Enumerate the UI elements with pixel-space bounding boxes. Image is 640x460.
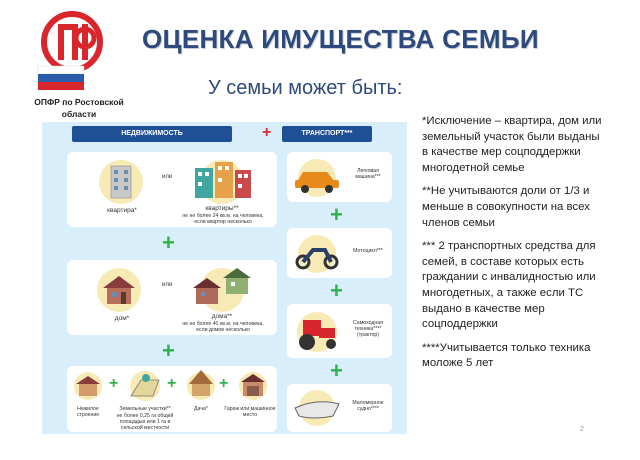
motorcycle-label: Мотоцикл*** bbox=[353, 248, 383, 254]
property-infographic bbox=[42, 122, 407, 434]
land-icon bbox=[125, 368, 165, 402]
land-label: Земельные участки** bbox=[119, 406, 171, 412]
footnote-4: ****Учитывается только техника моложе 5 лет bbox=[422, 341, 591, 370]
houses-note: не не более 40 кв.м. на человека, если домов несколько bbox=[182, 321, 264, 333]
plus-icon: + bbox=[219, 375, 229, 392]
house-label: дом* bbox=[114, 315, 130, 322]
plus-icon: + bbox=[109, 375, 119, 392]
house-card bbox=[67, 260, 277, 335]
boat-icon bbox=[289, 388, 345, 428]
real-estate-header: НЕДВИЖИМОСТЬ bbox=[72, 126, 232, 142]
nonresidential-icon bbox=[71, 370, 105, 400]
other-property-card bbox=[67, 366, 277, 432]
tractor-label: Самоходная техника**** (трактор) bbox=[353, 320, 383, 338]
plus-icon: + bbox=[162, 230, 175, 255]
footnote-3: *** 2 транспортных средства для семей, в составе которых есть граждании с инвалидностью или многодетных, а также если ТС выдано в качестве мер соцподдержки bbox=[422, 240, 596, 331]
garage-icon bbox=[235, 370, 271, 400]
apartments-icon bbox=[187, 156, 257, 204]
page-number: 2 bbox=[580, 426, 584, 433]
motorcycle-card bbox=[287, 228, 392, 278]
car-card bbox=[287, 152, 392, 202]
apartments-label: квартиры** bbox=[205, 205, 239, 212]
footnote-2: **Не учитываются доли от 1/3 и меньше в совокупности на всех членов семьи bbox=[422, 185, 590, 229]
nonresidential-label: Нежилое строение bbox=[76, 406, 100, 418]
tractor-card bbox=[287, 304, 392, 358]
transport-header: ТРАНСПОРТ*** bbox=[282, 126, 372, 142]
car-label: Легковая машина*** bbox=[355, 168, 381, 180]
footnotes bbox=[422, 114, 608, 380]
plus-icon: + bbox=[330, 278, 343, 303]
plus-icon: + bbox=[167, 375, 177, 392]
car-icon bbox=[289, 156, 345, 198]
houses-icon bbox=[187, 262, 257, 312]
motorcycle-icon bbox=[289, 232, 345, 274]
dacha-label: Дача* bbox=[194, 406, 208, 412]
dacha-icon bbox=[183, 366, 219, 400]
page-subtitle: У семьи может быть: bbox=[208, 77, 403, 99]
house-icon bbox=[95, 266, 143, 312]
boat-label: Маломерное судно**** bbox=[352, 400, 384, 412]
tractor-icon bbox=[289, 308, 345, 354]
page-title: ОЦЕНКА ИМУЩЕСТВА СЕМЬИ bbox=[142, 24, 539, 54]
apartments-note: не не более 24 кв.м. на человека, если квартир несколько bbox=[182, 213, 264, 225]
apartment-icon bbox=[97, 158, 145, 204]
apartment-label: квартира* bbox=[107, 207, 137, 214]
apartment-card bbox=[67, 152, 277, 227]
plus-icon: + bbox=[162, 338, 175, 363]
plus-icon: + bbox=[330, 202, 343, 227]
or-label: или bbox=[162, 282, 173, 288]
land-note: не более 0,25 га общей площадью или 1 га в сельской местности bbox=[116, 413, 174, 431]
garage-label: Гараж или машинное место bbox=[224, 406, 276, 418]
plus-icon: + bbox=[330, 358, 343, 383]
footnote-1: *Исключение – квартира, дом или земельный участок были выданы в качестве мер соцподдержки многодетной семье bbox=[422, 115, 602, 174]
boat-card bbox=[287, 384, 392, 432]
plus-icon: + bbox=[262, 124, 272, 141]
logo-caption: ОПФР по Ростовской области bbox=[34, 97, 124, 119]
houses-label: дома** bbox=[211, 313, 233, 320]
or-label: или bbox=[162, 174, 173, 180]
